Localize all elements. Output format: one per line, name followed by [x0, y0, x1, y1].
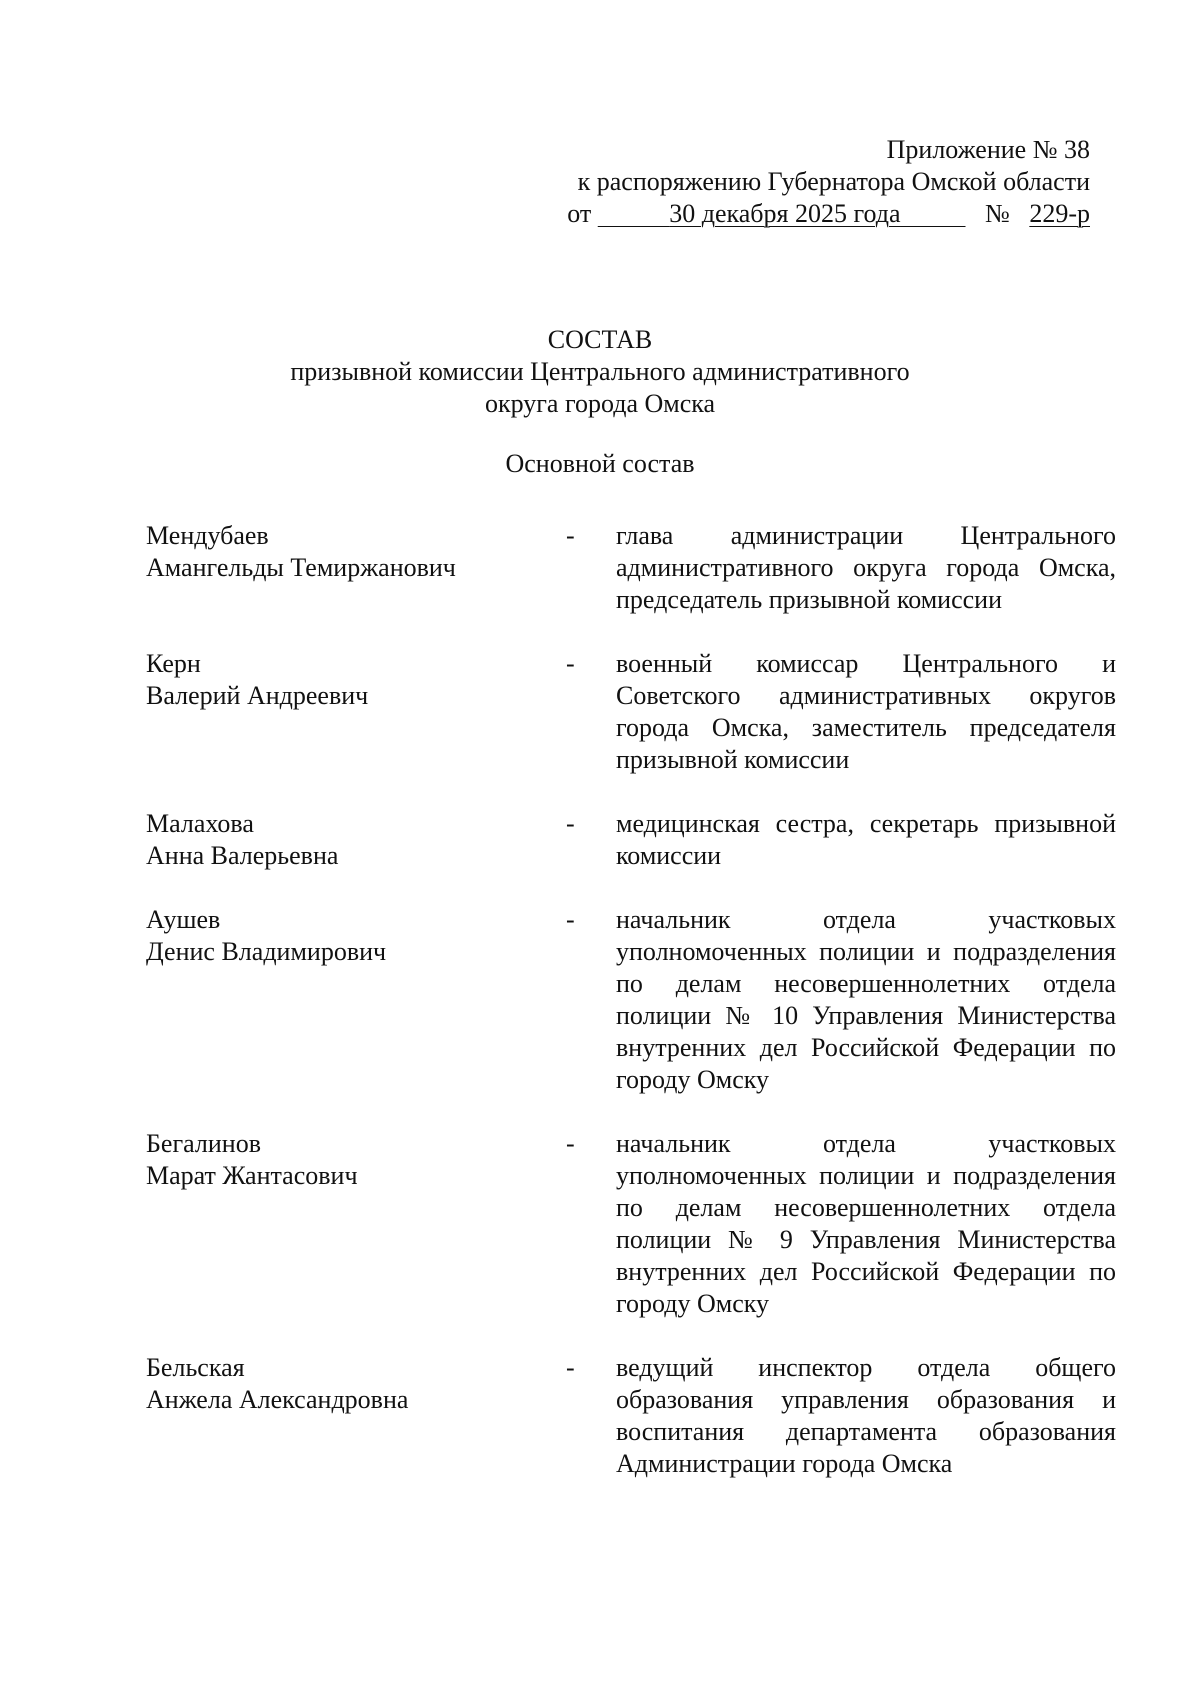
member-row: [146, 904, 1116, 1096]
member-surname: Аушев: [146, 905, 221, 934]
member-given-names: Амангельды Темиржанович: [146, 553, 456, 582]
member-surname: Малахова: [146, 809, 254, 838]
member-position: глава администрации Центрального административного округа города Омска, председатель призывной комиссии: [616, 521, 1116, 614]
member-row: [146, 808, 1116, 872]
member-position: военный комиссар Центрального и Советского административных округов города Омска, заместитель председателя призывной комиссии: [616, 649, 1116, 774]
order-date-line: [510, 198, 1090, 230]
member-dash: -: [566, 1353, 575, 1382]
member-surname: Бельская: [146, 1353, 245, 1382]
member-position: медицинская сестра, секретарь призывной комиссии: [616, 809, 1116, 870]
order-reference: к распоряжению Губернатора Омской области: [577, 167, 1090, 196]
member-position: ведущий инспектор отдела общего образования управления образования и воспитания департамента образования Администрации города Омска: [616, 1353, 1116, 1478]
member-dash: -: [566, 649, 575, 678]
section-heading: Основной состав: [505, 449, 695, 478]
member-name: [146, 904, 556, 1096]
member-name: [146, 520, 556, 616]
order-date: 30 декабря 2025 года: [669, 199, 901, 228]
member-name: [146, 808, 556, 872]
member-surname: Мендубаев: [146, 521, 269, 550]
member-name: [146, 648, 556, 776]
member-name: [146, 1128, 556, 1320]
title-main: СОСТАВ: [547, 325, 653, 354]
member-row: [146, 648, 1116, 776]
number-label: №: [985, 199, 1010, 228]
member-list: [146, 520, 1116, 1512]
appendix-number: Приложение № 38: [886, 135, 1090, 164]
member-surname: Керн: [146, 649, 201, 678]
member-dash: -: [566, 1129, 575, 1158]
member-given-names: Анжела Александровна: [146, 1385, 409, 1414]
member-name: [146, 1352, 556, 1480]
document-header: [510, 134, 1090, 230]
member-row: [146, 520, 1116, 616]
member-given-names: Денис Владимирович: [146, 937, 387, 966]
member-row: [146, 1128, 1116, 1320]
member-dash: -: [566, 809, 575, 838]
title-line-1: призывной комиссии Центрального административного: [290, 357, 910, 386]
member-row: [146, 1352, 1116, 1480]
member-given-names: Анна Валерьевна: [146, 841, 339, 870]
member-given-names: Марат Жантасович: [146, 1161, 358, 1190]
member-dash: -: [566, 905, 575, 934]
from-label: от: [567, 199, 592, 228]
member-position: начальник отдела участковых уполномоченных полиции и подразделения по делам несовершеннолетних отдела полиции № 9 Управления Министерства внутренних дел Российской Федерации по городу Омску: [616, 1129, 1116, 1318]
member-surname: Бегалинов: [146, 1129, 261, 1158]
member-position: начальник отдела участковых уполномоченных полиции и подразделения по делам несовершеннолетних отдела полиции № 10 Управления Министерства внутренних дел Российской Федерации по городу Омску: [616, 905, 1116, 1094]
member-given-names: Валерий Андреевич: [146, 681, 369, 710]
member-dash: -: [566, 521, 575, 550]
title-line-2: округа города Омска: [484, 389, 716, 418]
document-title: [0, 324, 1200, 480]
order-number: 229-р: [1029, 199, 1090, 228]
